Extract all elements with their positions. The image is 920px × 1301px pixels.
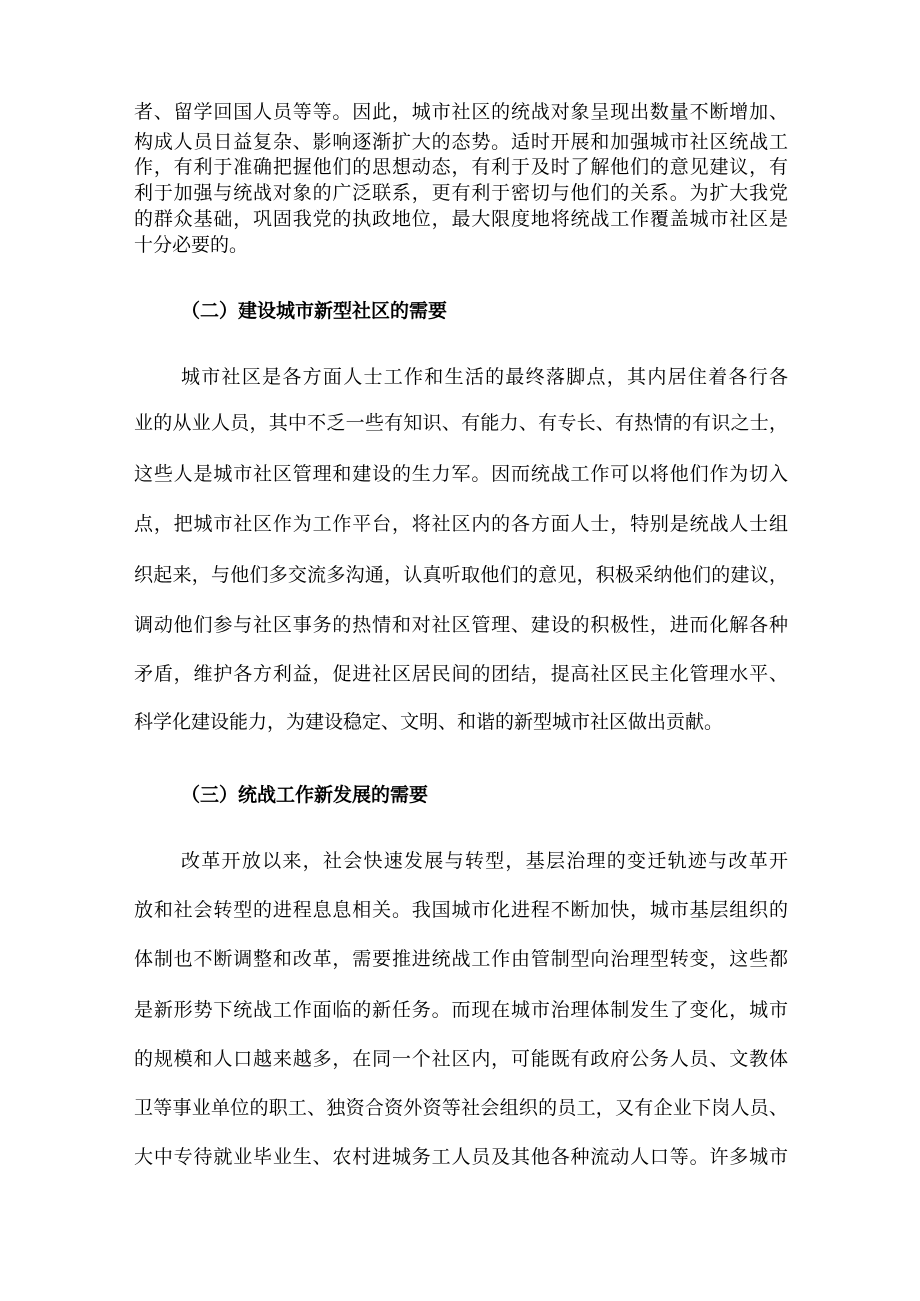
paragraph-line: 者、留学回国人员等等。因此，城市社区的统战对象呈现出数量不断增加、 [134, 101, 788, 123]
paragraph-line: 这些人是城市社区管理和建设的生力军。因而统战工作可以将他们作为切入 [134, 463, 788, 485]
paragraph-line: 卫等事业单位的职工、独资合资外资等社会组织的员工，又有企业下岗人员、 [134, 1097, 788, 1119]
paragraph-line: 调动他们参与社区事务的热情和对社区管理、建设的积极性，进而化解各种 [134, 614, 788, 636]
paragraph-line: 的规模和人口越来越多，在同一个社区内，可能既有政府公务人员、文教体 [134, 1048, 788, 1070]
section-heading-3: （三）统战工作新发展的需要 [181, 784, 429, 806]
paragraph-first-line: 城市社区是各方面人士工作和生活的最终落脚点，其内居住着各行各 [181, 366, 788, 388]
paragraph-line: 织起来，与他们多交流多沟通，认真听取他们的意见，积极采纳他们的建议， [134, 564, 788, 586]
paragraph-line: 体制也不断调整和改革，需要推进统战工作由管制型向治理型转变，这些都 [134, 948, 788, 970]
paragraph-line-last: 科学化建设能力，为建设稳定、文明、和谐的新型城市社区做出贡献。 [134, 711, 724, 733]
paragraph-line: 放和社会转型的进程息息相关。我国城市化进程不断加快，城市基层组织的 [134, 899, 788, 921]
paragraph-line: 业的从业人员，其中不乏一些有知识、有能力、有专长、有热情的有识之士， [134, 412, 788, 434]
paragraph-line: 点，把城市社区作为工作平台，将社区内的各方面人士，特别是统战人士组 [134, 513, 788, 535]
paragraph-line: 构成人员日益复杂、影响逐渐扩大的态势。适时开展和加强城市社区统战工 [134, 131, 788, 153]
paragraph-first-line: 改革开放以来，社会快速发展与转型，基层治理的变迁轨迹与改革开 [181, 850, 788, 872]
paragraph-line: 作，有利于准确把握他们的思想动态，有利于及时了解他们的意见建议，有 [134, 156, 788, 178]
paragraph-line: 利于加强与统战对象的广泛联系，更有利于密切与他们的关系。为扩大我党 [134, 182, 788, 204]
paragraph-line: 大中专待就业毕业生、农村进城务工人员及其他各种流动人口等。许多城市 [134, 1146, 788, 1168]
paragraph-line: 的群众基础，巩固我党的执政地位，最大限度地将统战工作覆盖城市社区是 [134, 208, 788, 230]
section-heading-2: （二）建设城市新型社区的需要 [181, 300, 448, 322]
paragraph-line: 是新形势下统战工作面临的新任务。而现在城市治理体制发生了变化，城市 [134, 999, 788, 1021]
paragraph-line: 矛盾，维护各方利益，促进社区居民间的团结，提高社区民主化管理水平、 [134, 663, 788, 685]
paragraph-line-last: 十分必要的。 [134, 234, 249, 256]
